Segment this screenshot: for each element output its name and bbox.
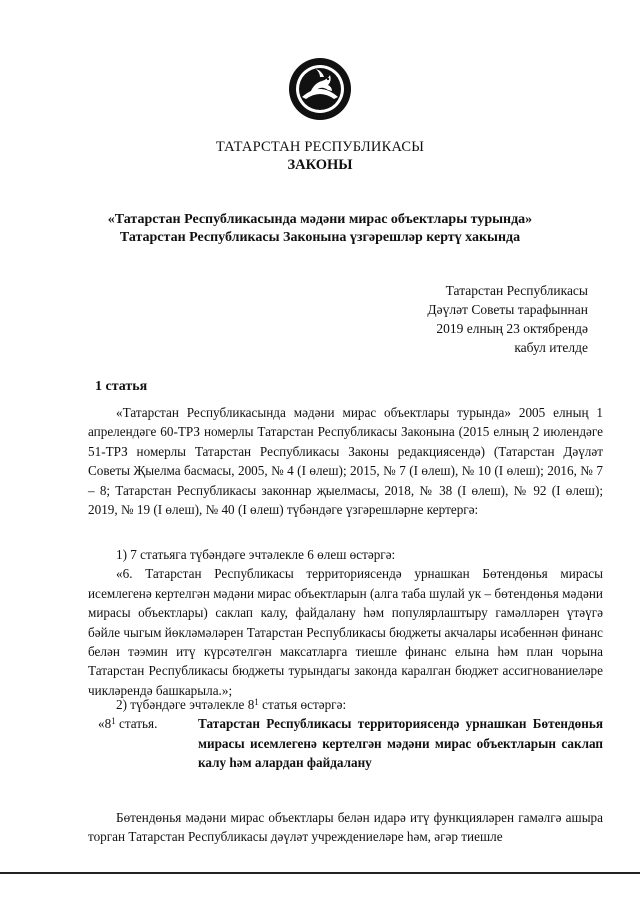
article-8-1-label [98,714,198,772]
item-2-suffix: статья өстәргә: [258,697,347,712]
republic-name: ТАТАРСТАН РЕСПУБЛИКАСЫ [215,139,425,155]
item-2 [88,695,603,773]
item-1-quote: «6. Татарстан Республикасы территориясендә урнашкан Бөтендөнья мирасы исемлегенә кертелгән мәдәни мирас объектларын (алга таба шулай ук – бөтендөнья мәдәни мирасы объектлары) саклап калу, файдалану һәм популярлаштыру гамәлләрен үтәүгә бәйле чыгым йөкләмәләрен Татарстан Республикасы бюджеты акчалары исәбеннән финанс белән тәэмин итү күрсәтелгән максатларга тиешле финанс елына һәм план чорына Татарстан Республикасы бюджеты турындагы законда каралган бюджет ассигнованиеләре чикләрендә башкарыла.»; [88,566,603,698]
adoption-line-3: 2019 елның 23 октябрендә [436,321,588,336]
tatarstan-emblem-icon [288,57,352,121]
article-8-1 [98,714,603,772]
law-title [0,211,640,247]
law-title-line-2: Татарстан Республикасы Законына үзгәрешләр кертү хакында [119,230,521,245]
adoption-line-1: Татарстан Республикасы [445,283,588,298]
item-2-prefix: 2) түбәндәге эчтәлекле 8 [116,697,255,712]
law-label: ЗАКОНЫ [287,157,353,173]
art8-label-suffix: статья. [115,716,158,732]
article-8-1-body [88,808,603,847]
article-8-1-heading: Татарстан Республикасы территориясендә урнашкан Бөтендөнья мирасы исемлегенә кертелгән мәдәни мирас объектларын саклап калу һәм алардан файдалану [198,716,603,771]
scan-edge-line [0,872,640,874]
adoption-line-4: кабул ителде [514,340,588,355]
article-1-heading: 1 статья [95,379,148,394]
art8-label-prefix: «8 [98,716,112,732]
item-2-text [88,695,603,714]
law-title-line-1: «Татарстан Республикасында мәдәни мирас объектлары турында» [107,212,533,227]
article-8-1-text: Бөтендөнья мәдәни мирас объектлары белән идарә итү функцияләрен гамәлгә ашыра торган Татарстан Республикасы дәүләт учреждениеләре һәм, әгәр тиешле [88,810,603,845]
item-1 [88,545,603,700]
adoption-line-2: Дәүләт Советы тарафыннан [427,302,588,317]
article-1-intro [88,403,603,519]
adoption-block [427,281,588,357]
item-1-text: 1) 7 статьяга түбәндәге эчтәлекле 6 өлеш өстәргә: [116,547,396,562]
item-2-sup: 1 [254,697,259,707]
art8-label-sup: 1 [111,716,116,727]
intro-text: «Татарстан Республикасында мәдәни мирас объектлары турында» 2005 елның 1 апрелендәге 60-ТРЗ номерлы Татарстан Республикасы Законына (2015 елның 2 июлендәге 51-ТРЗ номерлы Татарстан Республикасы Законы редакциясендә) (Татарстан Дәүләт Советы Җыелма басмасы, 2005, № 4 (I өлеш); 2015, № 7 (I өлеш), № 10 (I өлеш); 2016, № 7 – 8; Татарстан Республикасы законнар җыелмасы, 2018, № 38 (I өлеш), № 92 (I өлеш); 2019, № 19 (I өлеш), № 40 (I өлеш) түбәндәге үзгәрешләрне кертергә: [88,405,603,518]
